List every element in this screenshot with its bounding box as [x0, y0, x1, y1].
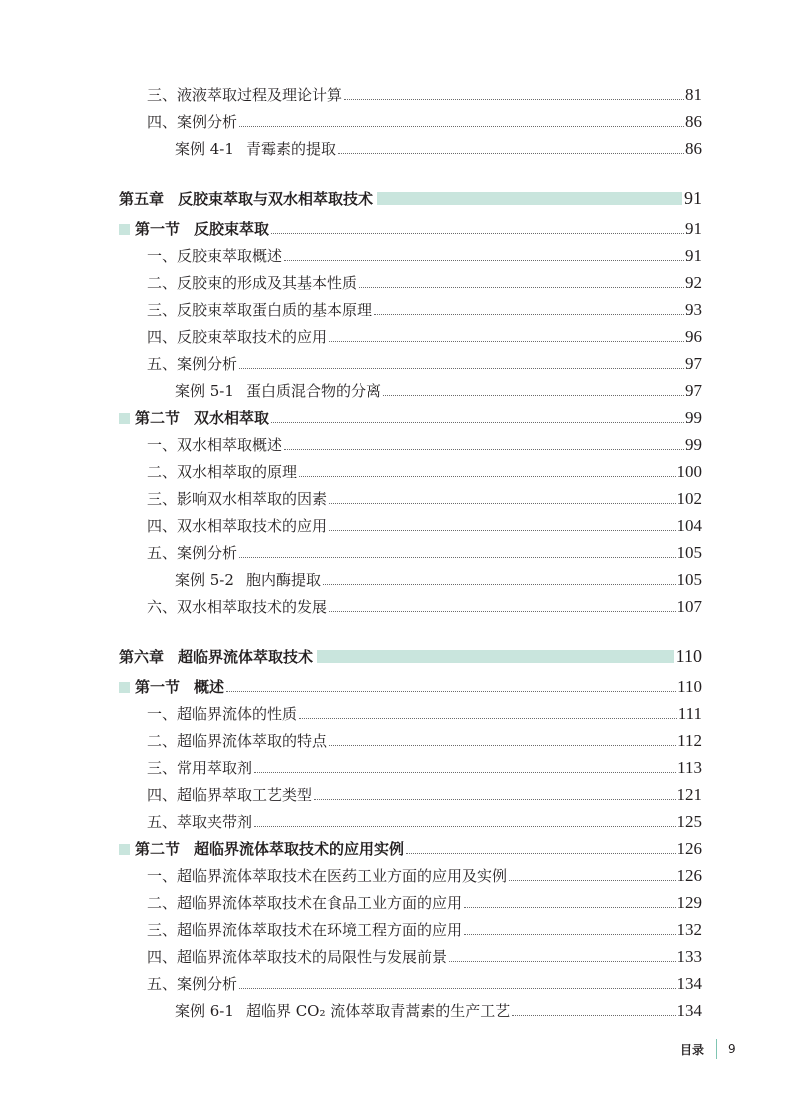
case-label: 案例 4-1 [175, 140, 234, 158]
item-title: 五、案例分析 [147, 544, 238, 562]
case-label: 案例 5-1 [175, 382, 234, 400]
page-number: 104 [676, 516, 702, 535]
item-title: 二、超临界流体萃取技术在食品工业方面的应用 [147, 894, 463, 912]
case-label: 案例 6-1 [175, 1002, 234, 1020]
toc-section [119, 217, 702, 239]
section-label: 第二节 [135, 409, 181, 427]
chapter-highlight-bar [377, 192, 682, 205]
item-title: 三、影响双水相萃取的因素 [147, 490, 328, 508]
dot-leader [239, 368, 684, 369]
toc-case [175, 137, 702, 159]
dot-leader [329, 611, 675, 612]
chapter-highlight-bar [317, 650, 674, 663]
section-square-icon [119, 682, 130, 693]
item-title-group [147, 812, 252, 832]
page-number: 132 [676, 920, 702, 939]
page-number: 92 [685, 273, 702, 292]
toc-item [147, 945, 702, 967]
item-title: 五、案例分析 [147, 355, 238, 373]
item-title: 四、超临界萃取工艺类型 [147, 786, 313, 804]
page-number: 134 [676, 974, 702, 993]
case-title-group [175, 570, 321, 590]
page-number: 102 [676, 489, 702, 508]
dot-leader [239, 557, 675, 558]
page-number: 111 [677, 704, 702, 723]
section-square-icon [119, 413, 130, 424]
item-title: 三、反胶束萃取蛋白质的基本原理 [147, 301, 373, 319]
section-title-group [119, 219, 269, 239]
page-number: 105 [676, 543, 702, 562]
item-title-group [147, 785, 312, 805]
toc-item [147, 110, 702, 132]
dot-leader [329, 745, 676, 746]
dot-leader [239, 988, 675, 989]
case-title-group [175, 1001, 510, 1021]
page-number: 99 [685, 435, 702, 454]
section-square-icon [119, 224, 130, 235]
dot-leader [374, 314, 684, 315]
item-title-group [147, 462, 297, 482]
page-number: 110 [677, 677, 702, 696]
case-title: 胞内酶提取 [245, 571, 321, 589]
page-number: 107 [676, 597, 702, 616]
page-number: 97 [685, 354, 702, 373]
dot-leader [239, 126, 684, 127]
footer-page-number: 9 [728, 1042, 736, 1056]
page-number: 129 [676, 893, 702, 912]
page-number: 86 [685, 112, 702, 131]
chapter-title: 反胶束萃取与双水相萃取技术 [178, 189, 374, 208]
chapter-page-number: 110 [675, 645, 702, 666]
toc-item [147, 810, 702, 832]
page-number: 100 [676, 462, 702, 481]
toc-section [119, 406, 702, 428]
item-title-group [147, 85, 342, 105]
dot-leader [464, 907, 675, 908]
case-title: 蛋白质混合物的分离 [245, 382, 381, 400]
item-title-group [147, 354, 237, 374]
toc-item [147, 972, 702, 994]
page-number: 112 [677, 731, 702, 750]
item-title-group [147, 947, 447, 967]
toc-item [147, 595, 702, 617]
item-title-group [147, 920, 462, 940]
dot-leader [449, 961, 675, 962]
chapter-page-number: 91 [684, 187, 702, 208]
dot-leader [329, 503, 675, 504]
case-title: 超临界 CO₂ 流体萃取青蒿素的生产工艺 [245, 1002, 511, 1020]
item-title-group [147, 327, 327, 347]
toc-item [147, 460, 702, 482]
dot-leader [254, 826, 675, 827]
dot-leader [226, 691, 676, 692]
dot-leader [299, 476, 675, 477]
toc-chapter [119, 644, 702, 668]
page-number: 99 [685, 408, 702, 427]
toc-item [147, 487, 702, 509]
item-title-group [147, 893, 462, 913]
item-title-group [147, 704, 297, 724]
page-number: 86 [685, 139, 702, 158]
section-title: 超临界流体萃取技术的应用实例 [194, 840, 405, 858]
chapter-title: 超临界流体萃取技术 [178, 647, 314, 666]
item-title: 一、反胶束萃取概述 [147, 247, 283, 265]
page-number: 105 [676, 570, 702, 589]
dot-leader [314, 799, 675, 800]
item-title: 二、双水相萃取的原理 [147, 463, 298, 481]
item-title: 一、双水相萃取概述 [147, 436, 283, 454]
dot-leader [284, 449, 684, 450]
toc-item [147, 891, 702, 913]
item-title: 四、超临界流体萃取技术的局限性与发展前景 [147, 948, 448, 966]
dot-leader [284, 260, 684, 261]
item-title-group [147, 435, 282, 455]
section-label: 第一节 [135, 678, 181, 696]
item-title: 二、超临界流体萃取的特点 [147, 732, 328, 750]
dot-leader [271, 233, 684, 234]
dot-leader [329, 530, 675, 531]
section-title: 反胶束萃取 [194, 220, 270, 238]
item-title: 六、双水相萃取技术的发展 [147, 598, 328, 616]
section-square-icon [119, 844, 130, 855]
section-title: 概述 [194, 678, 225, 696]
item-title-group [147, 866, 507, 886]
item-title: 五、案例分析 [147, 975, 238, 993]
page-number: 113 [677, 758, 702, 777]
dot-leader [383, 395, 684, 396]
item-title-group [147, 974, 237, 994]
toc-item [147, 325, 702, 347]
dot-leader [406, 853, 675, 854]
dot-leader [359, 287, 684, 288]
page-number: 97 [685, 381, 702, 400]
footer-label: 目录 [680, 1042, 705, 1057]
item-title-group [147, 516, 327, 536]
page-footer [680, 1038, 736, 1060]
footer-divider [716, 1039, 717, 1059]
section-title-group [119, 677, 224, 697]
toc-item [147, 783, 702, 805]
section-title-group [119, 408, 269, 428]
dot-leader [464, 934, 675, 935]
page-number: 91 [685, 246, 702, 265]
toc-section [119, 675, 702, 697]
toc-item [147, 244, 702, 266]
section-title-group [119, 839, 404, 859]
item-title-group [147, 731, 327, 751]
toc-case [175, 379, 702, 401]
dot-leader [299, 718, 677, 719]
item-title: 四、双水相萃取技术的应用 [147, 517, 328, 535]
dot-leader [323, 584, 676, 585]
page-number: 126 [676, 866, 702, 885]
item-title-group [147, 597, 327, 617]
toc-item [147, 352, 702, 374]
case-label: 案例 5-2 [175, 571, 234, 589]
toc-chapter [119, 186, 702, 210]
item-title: 四、案例分析 [147, 113, 238, 131]
toc-item [147, 729, 702, 751]
toc-item [147, 83, 702, 105]
dot-leader [329, 341, 684, 342]
item-title: 二、反胶束的形成及其基本性质 [147, 274, 358, 292]
item-title: 四、反胶束萃取技术的应用 [147, 328, 328, 346]
chapter-label: 第五章 [119, 189, 165, 208]
page-number: 133 [676, 947, 702, 966]
toc-item [147, 541, 702, 563]
item-title-group [147, 489, 327, 509]
item-title-group [147, 300, 372, 320]
item-title-group [147, 246, 282, 266]
case-title-group [175, 381, 381, 401]
toc-item [147, 514, 702, 536]
toc-section [119, 837, 702, 859]
dot-leader [254, 772, 676, 773]
dot-leader [271, 422, 684, 423]
page-number: 93 [685, 300, 702, 319]
page-number: 81 [685, 85, 702, 104]
item-title: 五、萃取夹带剂 [147, 813, 253, 831]
page-number: 96 [685, 327, 702, 346]
toc-item [147, 271, 702, 293]
toc-item [147, 702, 702, 724]
item-title: 三、液液萃取过程及理论计算 [147, 86, 343, 104]
page-number: 91 [685, 219, 702, 238]
dot-leader [338, 153, 684, 154]
dot-leader [509, 880, 675, 881]
section-label: 第一节 [135, 220, 181, 238]
page-number: 134 [676, 1001, 702, 1020]
item-title: 一、超临界流体萃取技术在医药工业方面的应用及实例 [147, 867, 508, 885]
item-title-group [147, 112, 237, 132]
toc-item [147, 864, 702, 886]
dot-leader [512, 1015, 675, 1016]
chapter-title-group [119, 646, 313, 667]
case-title-group [175, 139, 336, 159]
toc-item [147, 918, 702, 940]
toc-item [147, 756, 702, 778]
section-label: 第二节 [135, 840, 181, 858]
chapter-title-group [119, 188, 373, 209]
item-title-group [147, 273, 357, 293]
chapter-label: 第六章 [119, 647, 165, 666]
item-title-group [147, 758, 252, 778]
dot-leader [344, 99, 684, 100]
section-title: 双水相萃取 [194, 409, 270, 427]
item-title-group [147, 543, 237, 563]
item-title: 三、超临界流体萃取技术在环境工程方面的应用 [147, 921, 463, 939]
toc-item [147, 433, 702, 455]
page-number: 121 [676, 785, 702, 804]
toc-item [147, 298, 702, 320]
page-number: 125 [676, 812, 702, 831]
page-number: 126 [676, 839, 702, 858]
case-title: 青霉素的提取 [245, 140, 336, 158]
item-title: 三、常用萃取剂 [147, 759, 253, 777]
item-title: 一、超临界流体的性质 [147, 705, 298, 723]
toc-case [175, 568, 702, 590]
toc-case [175, 999, 702, 1021]
